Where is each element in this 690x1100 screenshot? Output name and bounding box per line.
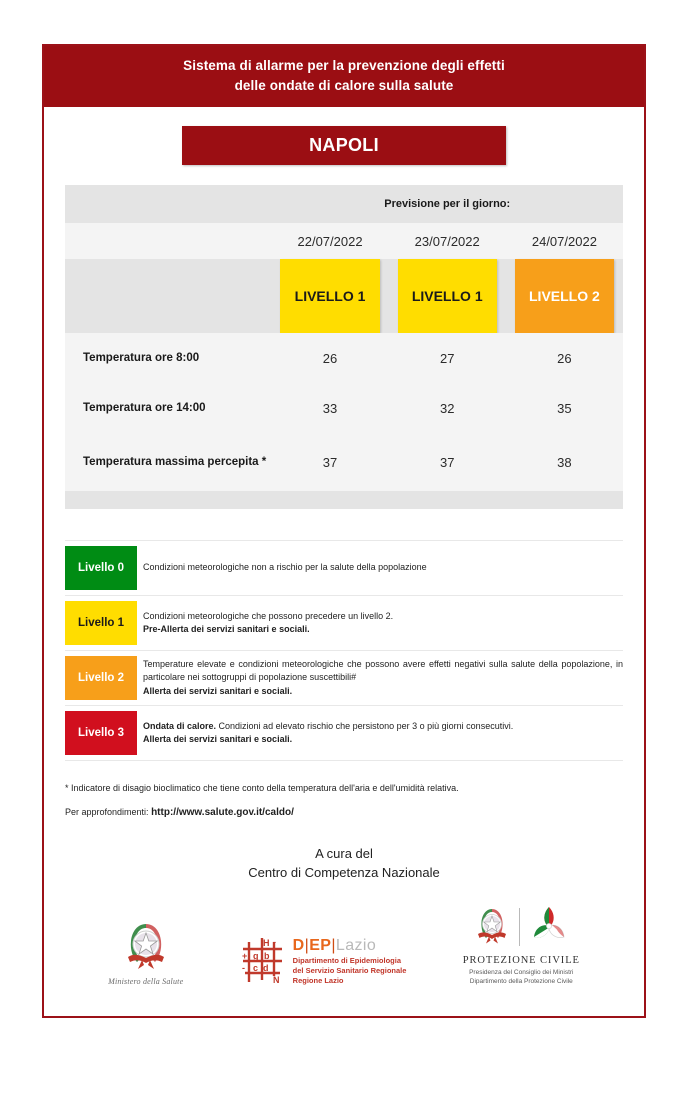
page-title-line-1: Sistema di allarme per la prevenzione degli effetti [183, 58, 505, 73]
logo-ministero-salute [108, 917, 183, 986]
legend-desc-cell-2 [143, 651, 623, 706]
row-label-temp-max: Temperatura massima percepita * [65, 433, 271, 491]
row-value-temp-8-day-1: 26 [271, 333, 388, 383]
svg-text:H: H [262, 938, 270, 948]
page-title-line-2: delle ondate di calore sulla salute [234, 78, 454, 93]
credits-line-2: Centro di Competenza Nazionale [248, 865, 440, 880]
notes-section [44, 761, 644, 818]
city-banner: NAPOLI [182, 126, 506, 165]
legend-swatch-livello-1: Livello 1 [65, 601, 137, 645]
dep-title-d: D [292, 936, 305, 954]
credits-block [44, 818, 644, 882]
date-cell-3: 24/07/2022 [506, 223, 623, 259]
level-cell-1 [271, 259, 388, 333]
svg-text:b: b [263, 951, 270, 961]
forecast-levels-row [65, 259, 623, 333]
row-label-temp-14: Temperatura ore 14:00 [65, 383, 271, 433]
legend-swatch-livello-3: Livello 3 [65, 711, 137, 755]
svg-text:-: - [272, 937, 276, 947]
logo-dep-lazio [240, 936, 407, 986]
legend-desc-cell-0 [143, 541, 623, 596]
svg-text:-: - [241, 963, 245, 973]
italy-emblem-icon [118, 917, 174, 973]
logo-ministero-caption: Ministero della Salute [108, 977, 184, 986]
forecast-table [65, 185, 623, 509]
list-item [65, 706, 623, 761]
page-title [44, 46, 644, 107]
forecast-table-zone [44, 185, 644, 509]
dep-subtitle-line-3: Regione Lazio [292, 975, 344, 985]
city-banner-wrap [44, 107, 644, 185]
dep-subtitle-line-2: del Servizio Sanitario Regionale [292, 965, 407, 975]
pc-divider [519, 908, 520, 946]
legend-desc-bold-livello-2: Allerta dei servizi sanitari e sociali. [143, 685, 293, 696]
level-badge-day-1: LIVELLO 1 [280, 259, 379, 333]
legend-desc-livello-2: Temperature elevate e condizioni meteorologiche che possono avere effetti negativi sulla salute della popolazione, in particolare nei sottogruppi di popolazione suscettibili# [143, 658, 623, 683]
footnote-text: * Indicatore di disagio bioclimatico che tiene conto della temperatura dell'aria e dell'umidità relativa. [65, 783, 459, 793]
protezione-civile-subtitle [463, 968, 580, 986]
credits-line-1: A cura del [315, 846, 373, 861]
dep-subtitle [293, 956, 407, 986]
row-label-temp-8: Temperatura ore 8:00 [65, 333, 271, 383]
level-cell-3 [506, 259, 623, 333]
row-value-temp-max-day-2: 37 [389, 433, 506, 491]
level-badge-day-3: LIVELLO 2 [515, 259, 614, 333]
svg-text:d: d [262, 963, 269, 973]
level-cell-2 [389, 259, 506, 333]
dep-grid-icon [240, 936, 286, 986]
italy-emblem-small-icon [472, 904, 512, 951]
protezione-civile-sub-1: Presidenza del Consiglio dei Ministri [469, 969, 574, 976]
svg-text:N: N [272, 975, 280, 985]
logo-row [44, 882, 644, 1016]
row-value-temp-14-day-2: 32 [389, 383, 506, 433]
protezione-civile-name: PROTEZIONE CIVILE [462, 955, 580, 966]
forecast-header-row [65, 185, 623, 223]
table-row [65, 333, 623, 383]
legend-swatch-cell-0 [65, 541, 143, 596]
table-footer-spacer-cell [65, 491, 623, 509]
dep-title-sep-2: | [331, 936, 336, 954]
level-badge-day-2: LIVELLO 1 [398, 259, 497, 333]
svg-text:g: g [252, 951, 259, 961]
dep-subtitle-line-1: Dipartimento di Epidemiologia [292, 955, 401, 965]
legend-table [65, 540, 623, 761]
row-value-temp-8-day-2: 27 [389, 333, 506, 383]
legend-desc-cell-1 [143, 596, 623, 651]
levels-blank-cell [65, 259, 271, 333]
legend-desc-lead-livello-3: Ondata di calore. [143, 720, 217, 731]
legend-swatch-livello-2: Livello 2 [65, 656, 137, 700]
more-info-url[interactable]: http://www.salute.gov.it/caldo/ [151, 807, 294, 818]
protezione-civile-sub-2: Dipartimento della Protezione Civile [469, 978, 573, 985]
more-info-label: Per approfondimenti: [65, 807, 149, 817]
dates-blank-cell [65, 223, 271, 259]
legend-desc-livello-3: Condizioni ad elevato rischio che persistono per 3 o più giorni consecutivi. [216, 720, 514, 731]
row-value-temp-max-day-3: 38 [506, 433, 623, 491]
legend-zone [44, 509, 644, 761]
svg-text:+: + [241, 951, 247, 961]
list-item [65, 651, 623, 706]
row-value-temp-14-day-3: 35 [506, 383, 623, 433]
svg-text:c: c [252, 963, 258, 973]
forecast-header-blank [65, 185, 271, 223]
list-item [65, 596, 623, 651]
forecast-header-label: Previsione per il giorno: [271, 185, 623, 223]
dep-title [293, 937, 407, 954]
legend-desc-cell-3 [143, 706, 623, 761]
legend-swatch-cell-1 [65, 596, 143, 651]
protezione-civile-trinacria-icon [527, 903, 571, 952]
dep-title-ep: EP [309, 936, 332, 954]
dep-title-lazio: Lazio [335, 936, 377, 954]
legend-desc-bold-livello-1: Pre-Allerta dei servizi sanitari e sociali. [143, 624, 310, 634]
row-value-temp-8-day-3: 26 [506, 333, 623, 383]
dep-text-block [293, 937, 407, 986]
legend-swatch-cell-2 [65, 651, 143, 706]
forecast-dates-row [65, 223, 623, 259]
date-cell-2: 23/07/2022 [389, 223, 506, 259]
row-value-temp-max-day-1: 37 [271, 433, 388, 491]
row-value-temp-14-day-1: 33 [271, 383, 388, 433]
list-item [65, 541, 623, 596]
legend-desc-livello-0: Condizioni meteorologiche non a rischio per la salute della popolazione [143, 562, 427, 573]
legend-swatch-cell-3 [65, 706, 143, 761]
legend-swatch-livello-0: Livello 0 [65, 546, 137, 590]
table-row [65, 383, 623, 433]
legend-desc-livello-1: Condizioni meteorologiche che possono precedere un livello 2. [143, 610, 394, 621]
logo-protezione-civile [463, 904, 580, 986]
dep-title-sep-1: | [304, 936, 310, 954]
legend-desc-bold-livello-3: Allerta dei servizi sanitari e sociali. [143, 734, 293, 744]
bulletin-card [42, 44, 646, 1018]
table-row [65, 433, 623, 491]
date-cell-1: 22/07/2022 [271, 223, 388, 259]
more-info-line [65, 807, 623, 818]
table-footer-spacer-row [65, 491, 623, 509]
pc-marks [463, 904, 580, 950]
